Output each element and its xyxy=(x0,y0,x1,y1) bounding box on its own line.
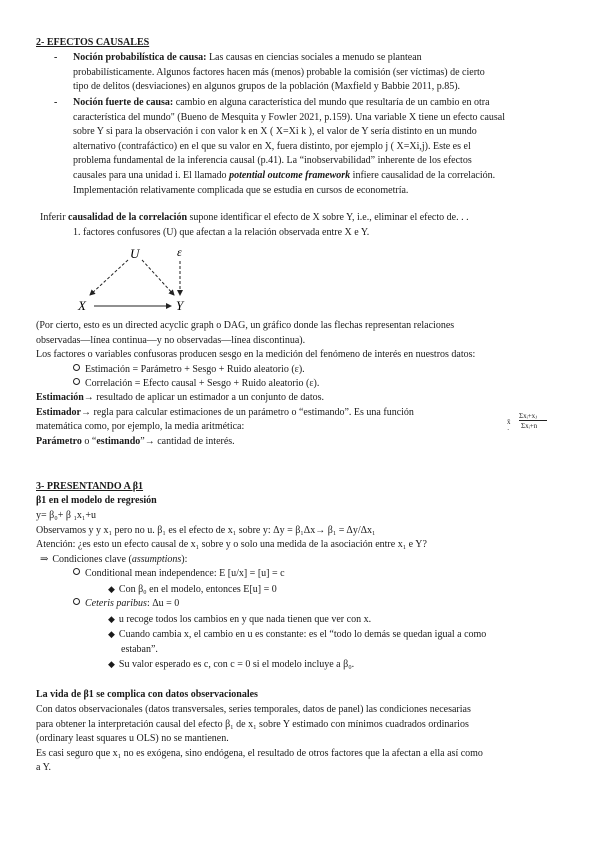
formula-denominator: Σxᵢ+n xyxy=(521,422,538,430)
diamond-bullet-icon: ◆ xyxy=(108,584,115,594)
text-line: a Y. xyxy=(36,762,51,774)
text-line: o “ xyxy=(81,435,97,447)
estimando-label: estimando xyxy=(96,435,141,447)
diamond-bullet-icon: ◆ xyxy=(108,614,115,624)
text-line: característica del mundo" (Bueno de Mesquita y Fowler 2021, p.159). Una variable X tiene un efecto causal xyxy=(73,111,505,123)
dag-edge-u-y xyxy=(142,260,174,295)
inferir-line xyxy=(40,211,570,226)
text-line: Las causas en ciencias sociales a menudo se plantean xyxy=(206,52,422,63)
text-line: → regla para calcular estimaciones de un parámetro o “estimando”. Es una función xyxy=(81,406,414,418)
circle-bullet-icon xyxy=(73,378,80,385)
cp-sub-item-2 xyxy=(108,627,568,657)
text-line: observadas—línea continua—y no observadas—línea discontinua). xyxy=(36,334,306,346)
text-line: Con β₀ en el modelo, entonces E[u] = 0 xyxy=(118,584,277,595)
text-line: (ordinary least squares u OLS) no se mantienen. xyxy=(36,733,229,745)
conditions-heading xyxy=(40,553,187,568)
dag-edge-u-x xyxy=(90,260,128,295)
text-line: tipo de delitos (desviaciones) en algunos grupos de la población (Maxfield y Babbie 2011, p.85). xyxy=(73,81,461,93)
text-line: problema fundamental de la inferencia causal (p.41). La “inobservabilidad” inherente de los efectos xyxy=(73,155,472,167)
observational-data-body xyxy=(36,703,581,776)
circle-bullet-icon xyxy=(73,364,80,371)
text-line: Correlación = Efecto causal + Sesgo + Ruido aleatorio (ε). xyxy=(85,378,320,389)
causality-term: causalidad de la correlación xyxy=(68,212,188,223)
text-line: ): xyxy=(181,554,188,565)
regression-equation: y= β₀+ β ₁x₁+u xyxy=(36,510,97,521)
text-line: sobre Y si para la observación i con valor k en X ( X=Xi k ), el valor de Y sería distinto en un mundo xyxy=(73,126,477,138)
parametro-label: Parámetro xyxy=(36,435,82,447)
text-line: alternativo (contrafáctico) en el que su valor en X, fuera distinto, por ejemplo j ( X=Xi,j). Este es el xyxy=(73,140,471,152)
text-line: u recoge todos los cambios en y que nada tienen que ver con x. xyxy=(118,614,372,625)
circle-bullet-icon xyxy=(73,568,80,575)
cmi-sub-item xyxy=(108,582,277,598)
regression-block xyxy=(36,509,576,553)
estimacion-label: Estimación xyxy=(36,392,84,403)
dag-explanation xyxy=(36,319,576,363)
ceteris-paribus-item xyxy=(73,597,179,612)
text-line: Cuando cambia x, el cambio en u es constante: es el “todo lo demás se quedan igual a como xyxy=(118,629,487,640)
text-line: Inferir xyxy=(40,212,69,223)
cp-sub-item-1 xyxy=(108,612,371,628)
text-line: (Por cierto, esto es un directed acyclic graph o DAG, un gráfico donde las flechas representan relaciones xyxy=(36,320,455,331)
text-line: Su valor esperado es c, con c = 0 si el modelo incluye a β₀. xyxy=(118,659,355,670)
text-line: Con datos observacionales (datos transversales, series temporales, datos de panel) las condiciones necesarias xyxy=(36,704,471,715)
text-line: Condiciones clave ( xyxy=(52,554,132,565)
text-line: → resultado de aplicar un estimador a un conjunto de datos. xyxy=(83,392,324,403)
text-line: : Δu = 0 xyxy=(146,598,180,609)
strong-cause-label: Noción fuerte de causa: xyxy=(73,97,174,108)
dash-bullet: - xyxy=(54,52,58,63)
dag-node-u: U xyxy=(130,246,140,261)
text-line: matemática como, por ejemplo, la media aritmética: xyxy=(36,421,245,433)
text-line: Los factores o variables confusoras producen sesgo en la medición del fenómeno de interés en nuestros datos: xyxy=(36,349,476,361)
text-line: supone identificar el efecto de X sobre Y, i.e., eliminar el efecto de. . . xyxy=(187,212,469,223)
estimation-equation xyxy=(73,363,305,378)
dag-node-x: X xyxy=(78,298,86,313)
probabilistic-cause-label: Noción probabilística de causa: xyxy=(73,52,207,63)
formula-numerator: Σxᵢ+xⱼ xyxy=(519,412,538,420)
dag-node-y: Y xyxy=(176,298,184,313)
text-line: estaban”. xyxy=(121,643,158,655)
implies-arrow-icon: ⇒ xyxy=(40,554,49,565)
text-line: Es casi seguro que x₁ no es exógena, sino endógena, el resultado de otros factores que la afectan a ella así como xyxy=(36,747,483,759)
ceteris-paribus-term: Ceteris paribus xyxy=(85,598,147,609)
text-line: Atención: ¿es esto un efecto causal de x₁ sobre y o solo una medida de la asociación entre x₁ e Y? xyxy=(36,539,427,551)
text-line: Conditional mean independence: E [u/x] = [u] = c xyxy=(85,568,285,579)
dash-bullet: - xyxy=(54,97,58,108)
assumptions-term: assumptions xyxy=(131,554,182,565)
section-3-heading xyxy=(36,480,143,495)
text-line: Implementación relativamente complicada que se estudia en cursos de econometría. xyxy=(73,184,409,196)
correlation-equation xyxy=(73,377,319,392)
definitions xyxy=(36,391,556,449)
diamond-bullet-icon: ◆ xyxy=(108,629,115,639)
cp-sub-item-3 xyxy=(108,657,354,673)
confounders-item: 1. factores confusores (U) que afectan a la relación observada entre X e Y. xyxy=(73,227,370,238)
section-2-heading: 2- EFECTOS CAUSALES xyxy=(36,37,150,48)
text-line: Observamos y y x₁ pero no u. β₁ es el efecto de x₁ sobre y: Δy = β₁Δx→ β₁ = Δy/Δx₁ xyxy=(36,524,376,536)
formula-left: x̄ · xyxy=(507,418,511,434)
text-line: probabilísticamente. Algunos factores hacen más (menos) probable la comisión (ser víctimas) de cierto xyxy=(73,66,485,78)
text-line: ”→ cantidad de interés. xyxy=(140,435,235,447)
diamond-bullet-icon: ◆ xyxy=(108,659,115,669)
bullet-strong-cause xyxy=(73,96,563,198)
text-line: infiere causalidad de la correlación. xyxy=(350,169,496,181)
bullet-probabilistic-cause xyxy=(73,51,563,95)
section-3-subheading: β1 en el modelo de regresión xyxy=(36,495,157,506)
text-line: cambio en alguna característica del mundo que resultaría de un cambio en otra xyxy=(173,97,490,108)
text-line: causales para una unidad i. El llamado xyxy=(73,169,230,181)
observational-data-heading: La vida de β1 se complica con datos observacionales xyxy=(36,689,258,700)
dag-diagram xyxy=(60,240,210,320)
text-line: Estimación = Parámetro + Sesgo + Ruido aleatorio (ε). xyxy=(85,364,305,375)
text-line: para obtener la interpretación causal del efecto β₁ de x₁ sobre Y estimado con mínimos cuadrados ordinarios xyxy=(36,718,469,730)
potential-outcome-term: potential outcome framework xyxy=(229,169,351,181)
formula-bar xyxy=(519,420,547,421)
dag-node-epsilon: ε xyxy=(177,245,182,259)
cmi-item xyxy=(73,567,285,582)
section-3-heading-text: 3- PRESENTANDO A β1 xyxy=(36,481,144,492)
circle-bullet-icon xyxy=(73,598,80,605)
estimador-label: Estimador xyxy=(36,406,81,418)
